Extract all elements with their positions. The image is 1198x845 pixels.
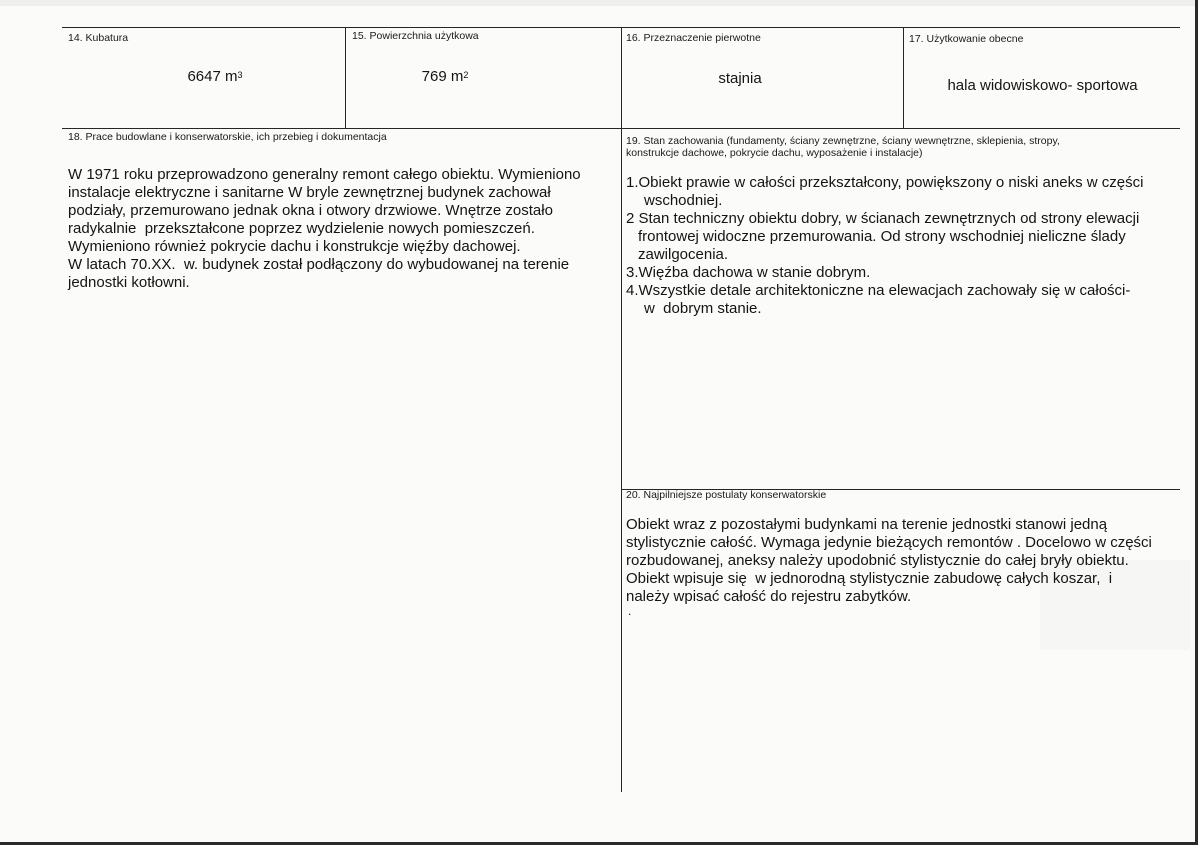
field-19-label-line2: konstrukcje dachowe, pokrycie dachu, wyposażenie i instalacje): [626, 147, 923, 159]
condition-item-2-continuation: frontowej widoczne przemurowania. Od strony wschodniej nieliczne ślady zawilgocenia.: [638, 228, 1126, 263]
field-20-label: 20. Najpilniejsze postulaty konserwatorskie: [626, 489, 827, 501]
condition-item-1-text: 1.Obiekt prawie w całości przekształcony, powiększony o niski aneks w części: [626, 174, 1144, 191]
field-14-value: [150, 68, 280, 86]
col-divider-14-15: [345, 27, 346, 128]
field-18-text: W 1971 roku przeprowadzono generalny remont całego obiektu. Wymieniono instalacje elektryczne i sanitarne W bryle zewnętrznej budynek zachował podziały, przemurowano jednak okna i otwory drzwiowe. Wnętrze zostało radykalnie przekształcone poprzez wydzielenie nowych pomieszczeń. Wymieniono również pokrycie dachu i konstrukcje więźby dachowej. W latach 70.XX. w. budynek został podłączony do wybudowanej na terenie jednostki kotłowni.: [68, 166, 581, 291]
field-15-unit-exponent: 2: [463, 70, 469, 80]
field-20-trailing-dot: .: [628, 604, 632, 618]
condition-item-1-continuation: wschodniej.: [644, 192, 723, 209]
col-divider-16-17: [903, 27, 904, 128]
field-16-label: 16. Przeznaczenie pierwotne: [626, 32, 761, 44]
field-15-label: 15. Powierzchnia użytkowa: [352, 30, 479, 42]
scan-smudge: [0, 0, 1198, 6]
field-15-value: [390, 68, 500, 86]
field-14-unit-exponent: 3: [237, 70, 243, 80]
field-19-list: [626, 174, 1174, 318]
col-divider-main: [621, 27, 622, 792]
condition-item-3: [626, 264, 1174, 282]
field-19-label-line1: 19. Stan zachowania (fundamenty, ściany zewnętrzne, ściany wewnętrzne, sklepienia, stropy,: [626, 135, 1060, 147]
field-17-label: 17. Użytkowanie obecne: [909, 33, 1024, 45]
condition-item-1: [626, 174, 1174, 210]
condition-item-3-text: 3.Więźba dachowa w stanie dobrym.: [626, 264, 871, 281]
field-16-value: stajnia: [718, 70, 762, 87]
condition-item-4: [626, 282, 1174, 318]
field-14-number: 6647 m: [187, 68, 238, 85]
field-14-label: 14. Kubatura: [68, 32, 129, 44]
condition-item-2: [626, 210, 1174, 264]
condition-item-2-text: 2 Stan techniczny obiektu dobry, w ścianach zewnętrznych od strony elewacji: [626, 210, 1140, 227]
condition-item-4-text: 4.Wszystkie detale architektoniczne na elewacjach zachowały się w całości-: [626, 282, 1131, 299]
field-17-value: hala widowiskowo- sportowa: [947, 77, 1138, 94]
field-20-text: Obiekt wraz z pozostałymi budynkami na terenie jednostki stanowi jedną stylistycznie całość. Wymaga jedynie bieżących remontów . Docelowo w części rozbudowanej, aneksy należy upodobnić stylistycznie do całej bryły obiektu. Obiekt wpisuje się w jednorodną stylistycznie zabudowę całych koszar, i należy wpisać całość do rejestru zabytków.: [626, 516, 1152, 605]
condition-item-4-continuation: w dobrym stanie.: [644, 300, 762, 317]
field-15-number: 769 m: [421, 68, 464, 85]
field-18-label: 18. Prace budowlane i konserwatorskie, ich przebieg i dokumentacja: [68, 131, 387, 143]
